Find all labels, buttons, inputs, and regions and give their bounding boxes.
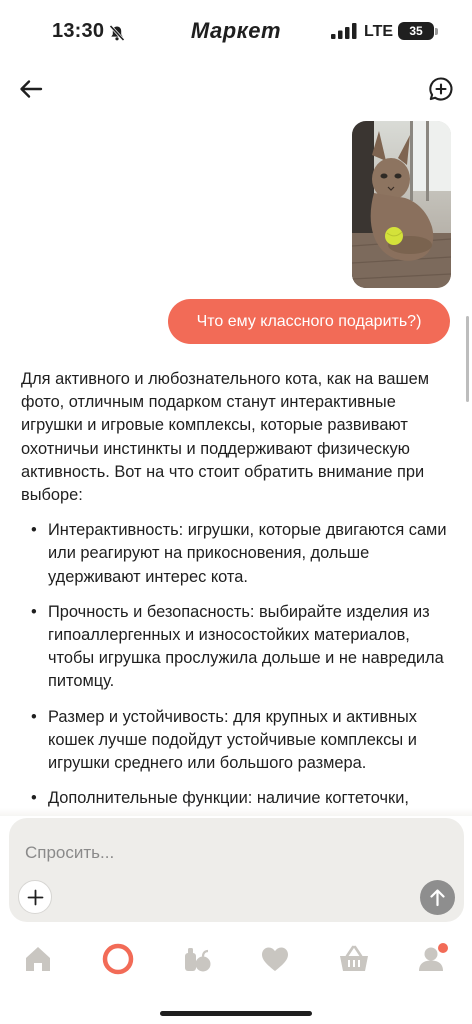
input-panel — [0, 808, 472, 1024]
signal-icon — [331, 23, 357, 39]
send-button[interactable] — [420, 880, 455, 915]
cart-icon[interactable] — [337, 942, 371, 976]
attach-button[interactable] — [18, 880, 52, 914]
favorites-icon[interactable] — [258, 942, 292, 976]
battery-cap — [435, 28, 438, 35]
arrow-up-icon — [420, 880, 455, 915]
assistant-answer — [21, 368, 453, 822]
list-item: • Дополнительные функции: наличие когтеточки, — [21, 787, 453, 810]
home-indicator — [160, 1011, 312, 1016]
user-message-bubble: Что ему классного подарить?) — [168, 299, 450, 344]
alice-icon[interactable] — [101, 942, 135, 976]
ask-input[interactable] — [25, 840, 425, 866]
list-item: • Прочность и безопасность: выбирайте изделия из гипоаллергенных и износостойких материалов, чтобы игрушка прослужила дольше и не навредила питомцу. — [21, 601, 453, 694]
scrollbar[interactable] — [466, 316, 469, 402]
home-icon[interactable] — [21, 942, 55, 976]
catalog-icon[interactable] — [181, 942, 215, 976]
status-bar — [0, 0, 472, 62]
new-chat-icon[interactable] — [427, 75, 455, 103]
attached-cat-photo[interactable] — [352, 121, 451, 288]
list-item: • Интерактивность: игрушки, которые двигаются сами или реагируют на прикосновения, дольше удерживают интерес кота. — [21, 519, 453, 589]
market-logo: Маркет — [190, 18, 282, 43]
status-time: 13:30 — [52, 20, 105, 42]
battery-icon: 35 — [398, 22, 434, 40]
profile-icon[interactable] — [416, 942, 450, 976]
plus-icon — [19, 881, 53, 915]
answer-intro: Для активного и любознательного кота, как на вашем фото, отличным подарком станут интерактивные игрушки и игровые комплексы, которые развивают охотничьи инстинкты и поддерживают физическую активность. Вот на что стоит обратить внимание при выборе: — [21, 370, 429, 505]
network-type: LTE — [364, 23, 394, 40]
back-button[interactable] — [16, 74, 46, 104]
answer-list — [21, 519, 453, 810]
input-box — [9, 818, 464, 922]
list-item: • Размер и устойчивость: для крупных и активных кошек лучше подойдут устойчивые комплексы и игрушки среднего или большого размера. — [21, 706, 453, 776]
